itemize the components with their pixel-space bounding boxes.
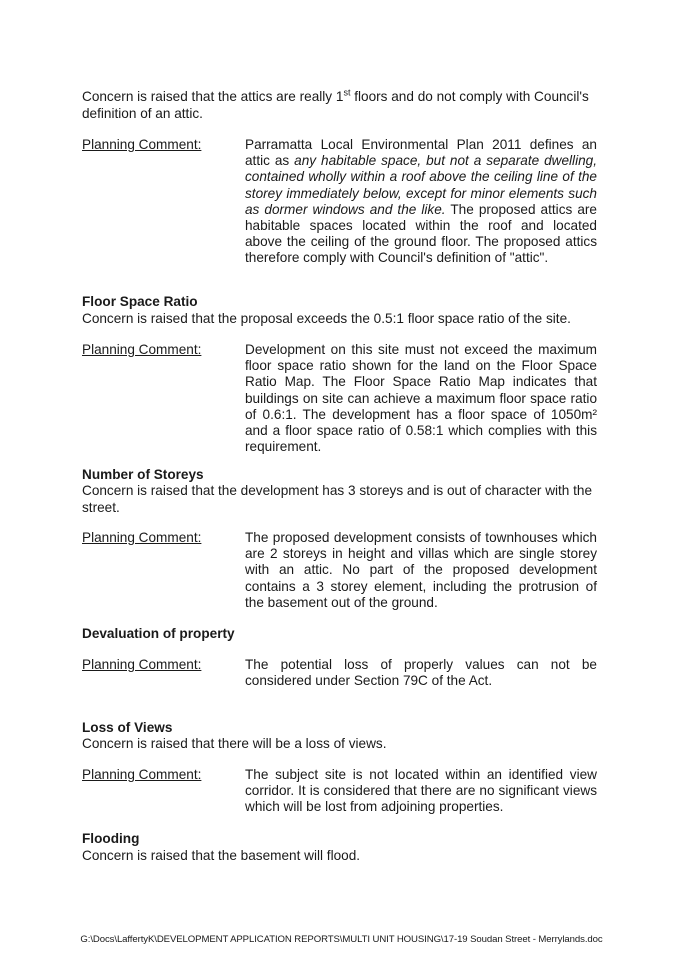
- flooding-concern: Concern is raised that the basement will flood.: [82, 848, 361, 863]
- devaluation-planning-comment: The potential loss of properly values can not be considered under Section 79C of the Act.: [245, 657, 597, 689]
- storeys-concern: Concern is raised that the development has 3 storeys and is out of character with the street.: [82, 483, 593, 515]
- footer-file-path: G:\Docs\LaffertyK\DEVELOPMENT APPLICATION REPORTS\MULTI UNIT HOUSING\17-19 Soudan Street - Merrylands.doc: [80, 934, 603, 945]
- attic-definition-quote: any habitable space, but not a separate dwelling, contained wholly within a roof above the ceiling line of the storey immediately below, except for minor elements such as dormer windows and the like.: [245, 153, 597, 217]
- attic-concern-text-cont: floors and do not comply with Council's definition of an attic.: [82, 89, 589, 121]
- attic-planning-comment: [245, 137, 597, 267]
- ordinal-superscript: st: [343, 87, 351, 98]
- fsr-planning-comment: Development on this site must not exceed the maximum floor space ratio shown for the land on the Floor Space Ratio Map. The Floor Space Ratio Map indicates that buildings on site can achieve a maximum floor space ratio of 0.6:1. The development has a floor space of 1050m² and a floor space ratio of 0.58:1 which complies with this requirement.: [245, 342, 597, 455]
- planning-comment-label: Planning Comment:: [82, 530, 202, 545]
- planning-comment-label: Planning Comment:: [82, 137, 202, 152]
- attic-concern: [82, 89, 602, 122]
- views-planning-comment: The subject site is not located within an identified view corridor. It is considered that there are no significant views which will be lost from adjoining properties.: [245, 767, 597, 815]
- planning-comment-label: Planning Comment:: [82, 657, 202, 672]
- section-heading: Loss of Views: [82, 720, 173, 735]
- attic-comment-text-cont: The proposed attics are habitable spaces located within the roof and located above the ceiling of the ground floor. The proposed attics therefore comply with Council's definition of "attic".: [245, 201, 597, 266]
- section-heading: Flooding: [82, 831, 140, 846]
- views-concern: Concern is raised that there will be a loss of views.: [82, 736, 387, 751]
- storeys-planning-comment: The proposed development consists of townhouses which are 2 storeys in height and villas which are single storey with an attic. No part of the proposed development contains a 3 storey element, including the protrusion of the basement out of the ground.: [245, 530, 597, 610]
- attic-comment-text: Parramatta Local Environmental Plan 2011 defines an attic as: [245, 137, 597, 169]
- planning-comment-label: Planning Comment:: [82, 342, 202, 357]
- attic-concern-text: Concern is raised that the attics are really 1: [82, 89, 344, 104]
- section-heading: Number of Storeys: [82, 467, 204, 482]
- section-heading: Floor Space Ratio: [82, 294, 198, 309]
- fsr-concern: Concern is raised that the proposal exceeds the 0.5:1 floor space ratio of the site.: [82, 311, 571, 326]
- section-heading: Devaluation of property: [82, 626, 235, 641]
- planning-comment-label: Planning Comment:: [82, 767, 202, 782]
